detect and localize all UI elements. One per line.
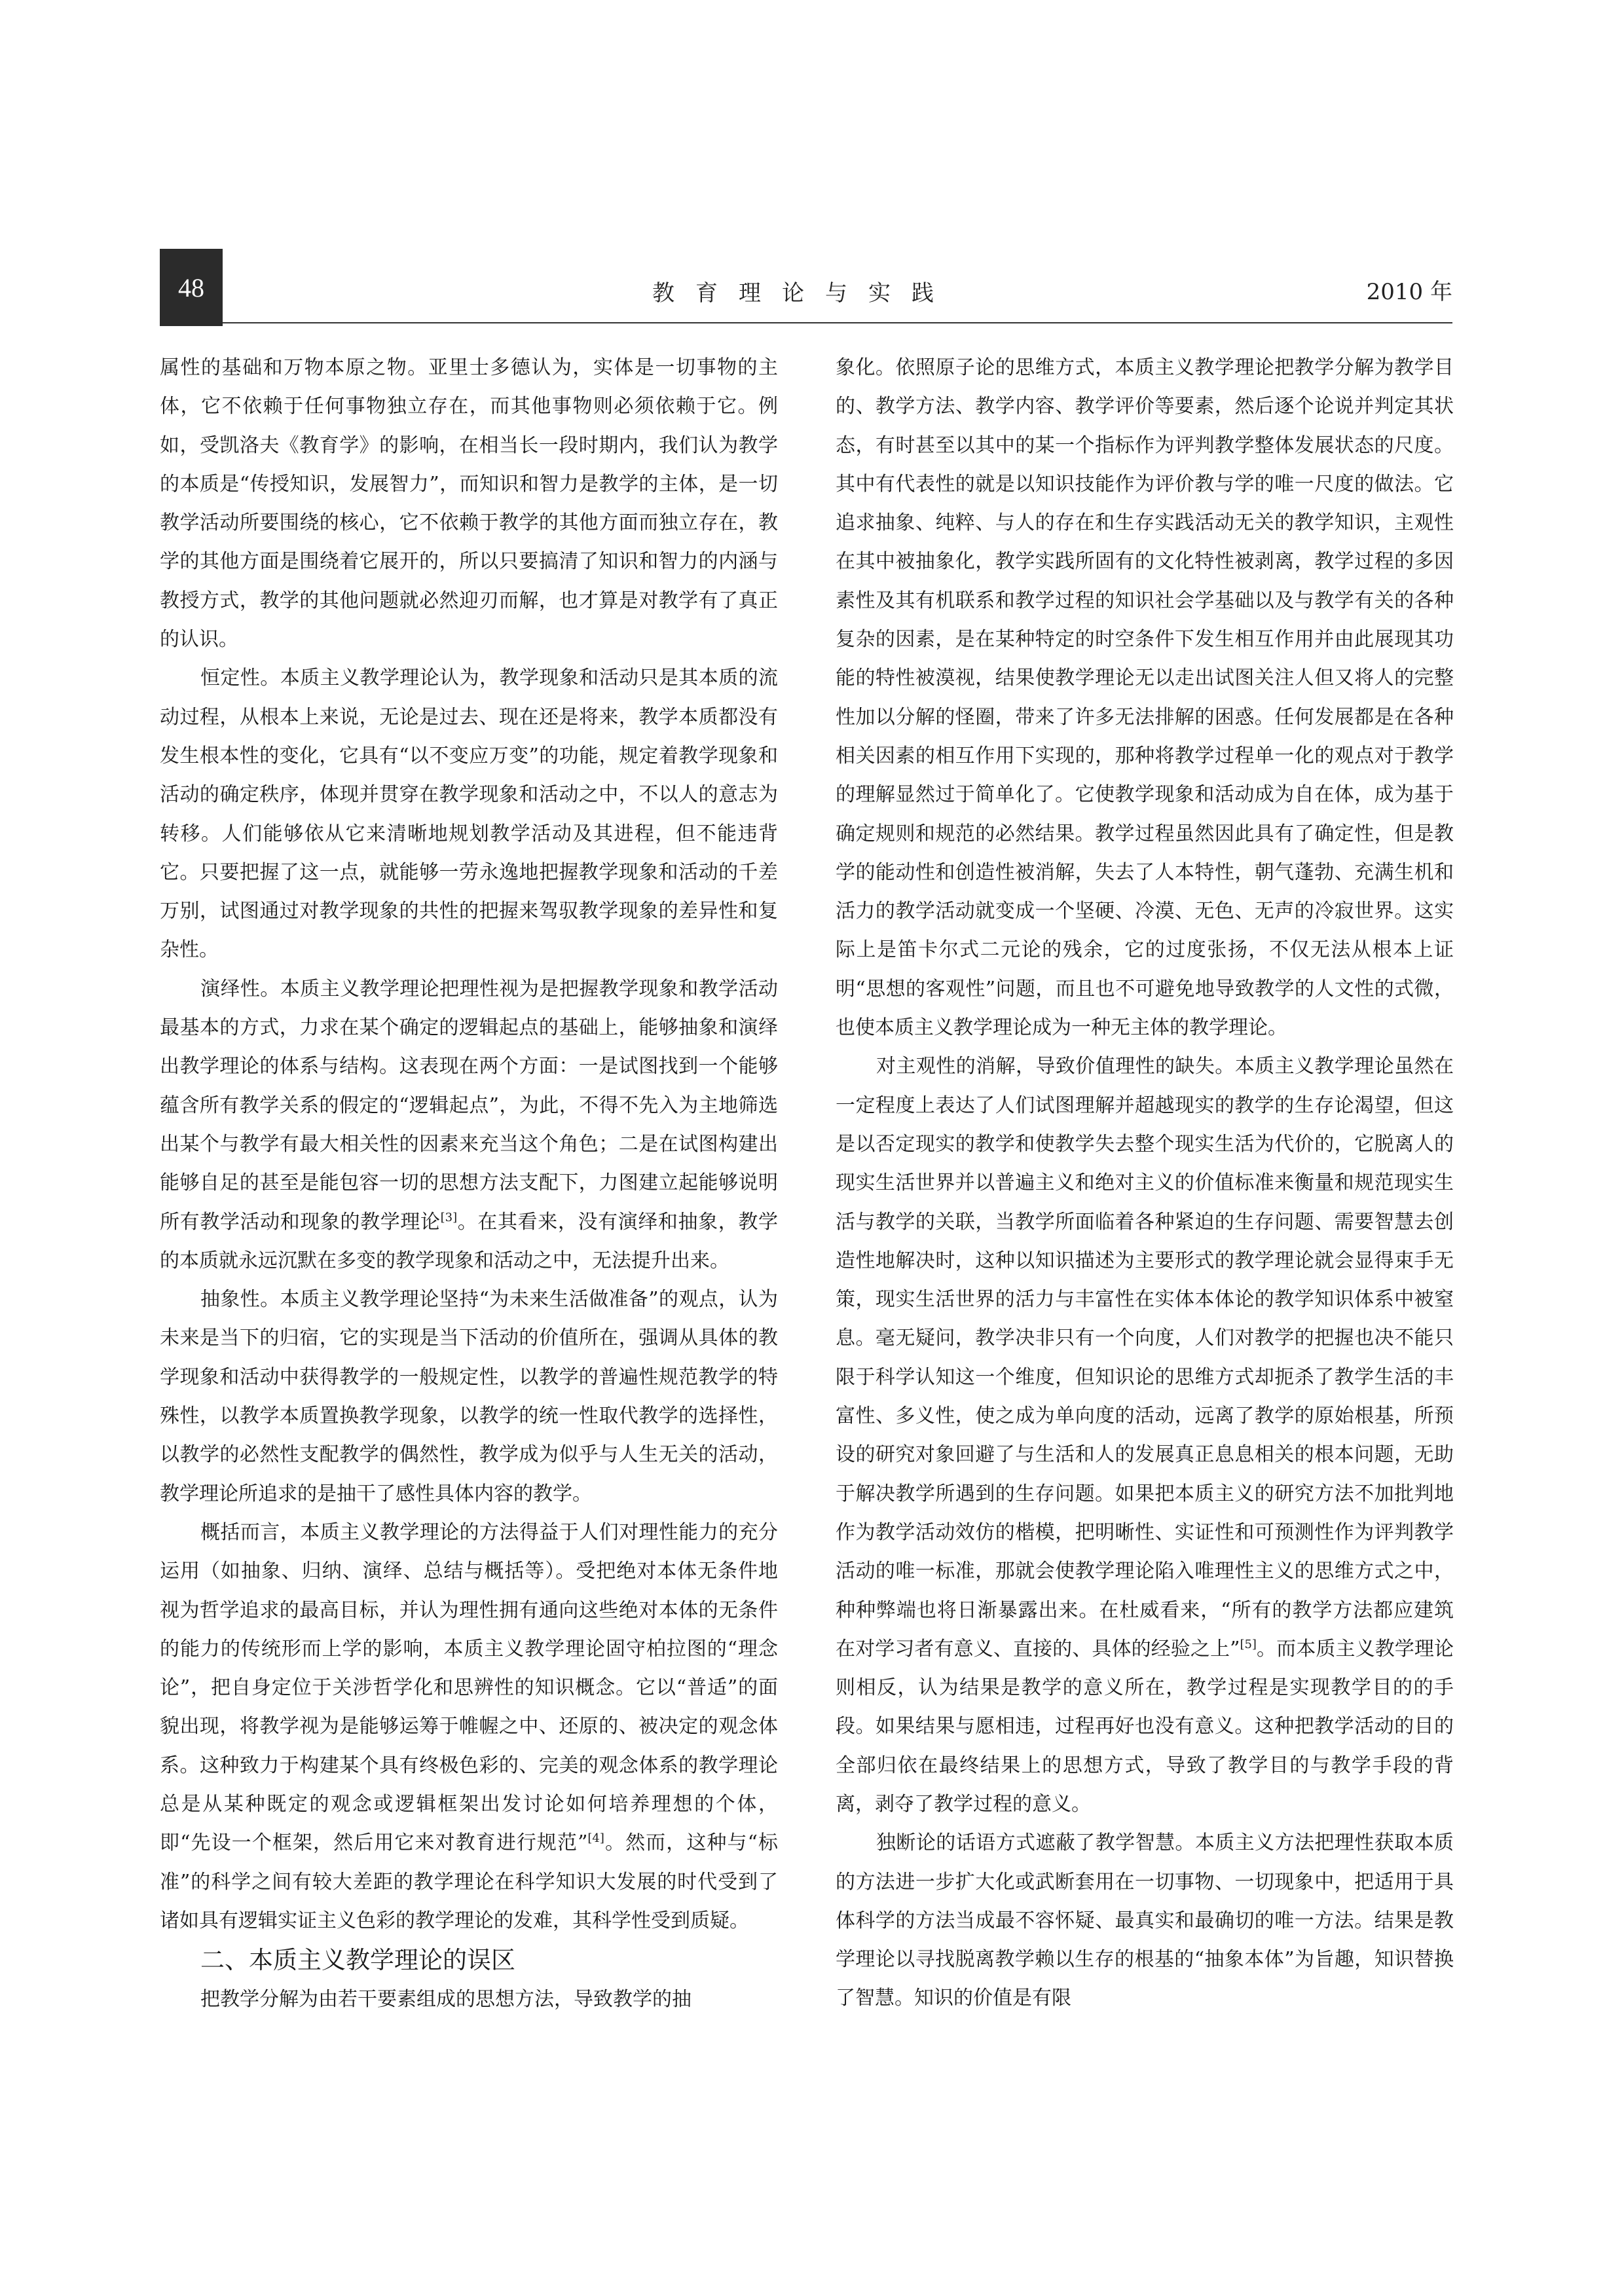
journal-title: 教育理论与实践: [652, 280, 955, 306]
paragraph-deduction: [160, 970, 778, 1280]
paragraph-text: 。在其看来，没有演绎和抽象，教学的本质就永远沉默在多变的教学现象和活动之中，无法提升出来。: [160, 1210, 779, 1272]
paragraph-text: 演绎性。本质主义教学理论把理性视为是把握教学现象和教学活动最基本的方式，力求在某个确定的逻辑起点的基础上，能够抽象和演绎出教学理论的体系与结构。这表现在两个方面：一是试图找到一个能够蕴含所有教学关系的假定的“逻辑起点”，为此，不得不先入为主地筛选出某个与教学有最大相关性的因素来充当这个角色；二是在试图构建出能够自足的甚至是能包容一切的思想方法支配下，力图建立起能够说明所有教学活动和现象的教学理论: [160, 977, 778, 1234]
citation-ref-5: [5]: [1240, 1637, 1257, 1651]
page-number: 48: [160, 249, 223, 326]
left-column: [160, 348, 778, 2019]
citation-ref-4: [4]: [587, 1831, 604, 1846]
paragraph-decomposition: 把教学分解为由若干要素组成的思想方法，导致教学的抽: [200, 1988, 692, 2011]
paragraph-text: 。然而，这种与“标准”的科学之间有较大差距的教学理论在科学知识大发展的时代受到了诸如具有逻辑实证主义色彩的教学理论的发难，其科学性受到质疑。: [160, 1831, 778, 1932]
paragraph-text: 概括而言，本质主义教学理论的方法得益于人们对理性能力的充分运用（如抽象、归纳、演绎、总结与概括等）。受把绝对本体无条件地视为哲学追求的最高目标，并认为理性拥有通向这些绝对本体的无条件的能力的传统形而上学的影响，本质主义教学理论固守柏拉图的“理念论”，把自身定位于关涉哲学化和思辨性的知识概念。它以“普适”的面貌出现，将教学视为是能够运筹于帷幄之中、还原的、被决定的观念体系。这种致力于构建某个具有终极色彩的、完美的观念体系的教学理论总是从某种既定的观念或逻辑框架出发讨论如何培养理想的个体，即“先设一个框架，然后用它来对教育进行规范”: [160, 1520, 778, 1855]
paragraph-text: 。而本质主义教学理论则相反，认为结果是教学的意义所在，教学过程是实现教学目的的手段。如果结果与愿相违，过程再好也没有意义。这种把教学活动的目的全部归依在最终结果上的思想方式，导致了教学目的与教学手段的背离，剥夺了教学过程的意义。: [836, 1637, 1454, 1816]
paragraph-subjectivity: [836, 1047, 1454, 1824]
paragraph-abstraction: 抽象性。本质主义教学理论坚持“为未来生活做准备”的观点，认为未来是当下的归宿，它的实现是当下活动的价值所在，强调从具体的教学现象和活动中获得教学的一般规定性，以教学的普遍性规范教学的特殊性，以教学本质置换教学现象，以教学的统一性取代教学的选择性，以教学的必然性支配教学的偶然性，教学成为似乎与人生无关的活动，教学理论所追求的是抽干了感性具体内容的教学。: [160, 1288, 778, 1505]
paragraph-dogmatism: 独断论的话语方式遮蔽了教学智慧。本质主义方法把理性获取本质的方法进一步扩大化或武断套用在一切事物、一切现象中，把适用于具体科学的方法当成最不容怀疑、最真实和最确切的唯一方法。结果是教学理论以寻找脱离教学赖以生存的根基的“抽象本体”为旨趣，知识替换了智慧。知识的价值是有限: [836, 1831, 1454, 2010]
paragraph-summary: [160, 1513, 778, 1940]
paragraph-continued: 象化。依照原子论的思维方式，本质主义教学理论把教学分解为教学目的、教学方法、教学内容、教学评价等要素，然后逐个论说并判定其状态，有时甚至以其中的某一个指标作为评判教学整体发展状态的尺度。其中有代表性的就是以知识技能作为评价教与学的唯一尺度的做法。它追求抽象、纯粹、与人的存在和生存实践活动无关的教学知识，主观性在其中被抽象化，教学实践所固有的文化特性被剥离，教学过程的多因素性及其有机联系和教学过程的知识社会学基础以及与教学有关的各种复杂的因素，是在某种特定的时空条件下发生相互作用并由此展现其功能的特性被漠视，结果使教学理论无以走出试图关注人但又将人的完整性加以分解的怪圈，带来了许多无法排解的困惑。任何发展都是在各种相关因素的相互作用下实现的，那种将教学过程单一化的观点对于教学的理解显然过于简单化了。它使教学现象和活动成为自在体，成为基于确定规则和规范的必然结果。教学过程虽然因此具有了确定性，但是教学的能动性和创造性被消解，失去了人本特性，朝气蓬勃、充满生机和活力的教学活动就变成一个坚硬、冷漠、无色、无声的冷寂世界。这实际上是笛卡尔式二元论的残余，它的过度张扬，不仅无法从根本上证明“思想的客观性”问题，而且也不可避免地导致教学的人文性的式微，也使本质主义教学理论成为一种无主体的教学理论。: [836, 356, 1454, 1040]
citation-ref-3: [3]: [440, 1210, 458, 1224]
right-column: [836, 348, 1454, 2018]
section-heading: 二、本质主义教学理论的误区: [200, 1946, 515, 1975]
paragraph-continued: 属性的基础和万物本原之物。亚里士多德认为，实体是一切事物的主体，它不依赖于任何事物独立存在，而其他事物则必须依赖于它。例如，受凯洛夫《教育学》的影响，在相当长一段时期内，我们认为教学的本质是“传授知识，发展智力”，而知识和智力是教学的主体，是一切教学活动所要围绕的核心，它不依赖于教学的其他方面而独立存在，教学的其他方面是围绕着它展开的，所以只要搞清了知识和智力的内涵与教授方式，教学的其他问题就必然迎刃而解，也才算是对教学有了真正的认识。: [160, 356, 778, 652]
paragraph-constancy: 恒定性。本质主义教学理论认为，教学现象和活动只是其本质的流动过程，从根本上来说，无论是过去、现在还是将来，教学本质都没有发生根本性的变化，它具有“以不变应万变”的功能，规定着教学现象和活动的确定秩序，体现并贯穿在教学现象和活动之中，不以人的意志为转移。人们能够依从它来清晰地规划教学活动及其进程，但不能违背它。只要把握了这一点，就能够一劳永逸地把握教学现象和活动的千差万别，试图通过对教学现象的共性的把握来驾驭教学现象的差异性和复杂性。: [160, 667, 778, 962]
paragraph-text: 对主观性的消解，导致价值理性的缺失。本质主义教学理论虽然在一定程度上表达了人们试图理解并超越现实的教学的生存论渴望，但这是以否定现实的教学和使教学失去整个现实生活为代价的，它脱离人的现实生活世界并以普遍主义和绝对主义的价值标准来衡量和规范现实生活与教学的关联，当教学所面临着各种紧迫的生存问题、需要智慧去创造性地解决时，这种以知识描述为主要形式的教学理论就会显得束手无策，现实生活世界的活力与丰富性在实体本体论的教学知识体系中被窒息。毫无疑问，教学决非只有一个向度，人们对教学的把握也决不能只限于科学认知这一个维度，但知识论的思维方式却扼杀了教学生活的丰富性、多义性，使之成为单向度的活动，远离了教学的原始根基，所预设的研究对象回避了与生活和人的发展真正息息相关的根本问题，无助于解决教学所遇到的生存问题。如果把本质主义的研究方法不加批判地作为教学活动效仿的楷模，把明晰性、实证性和可预测性作为评判教学活动的唯一标准，那就会使教学理论陷入唯理性主义的思维方式之中，种种弊端也将日渐暴露出来。在杜威看来，“所有的教学方法都应建筑在对学习者有意义、直接的、具体的经验之上”: [836, 1055, 1454, 1661]
header-rule: [223, 322, 1452, 323]
header-year: 2010 年: [1366, 279, 1452, 305]
